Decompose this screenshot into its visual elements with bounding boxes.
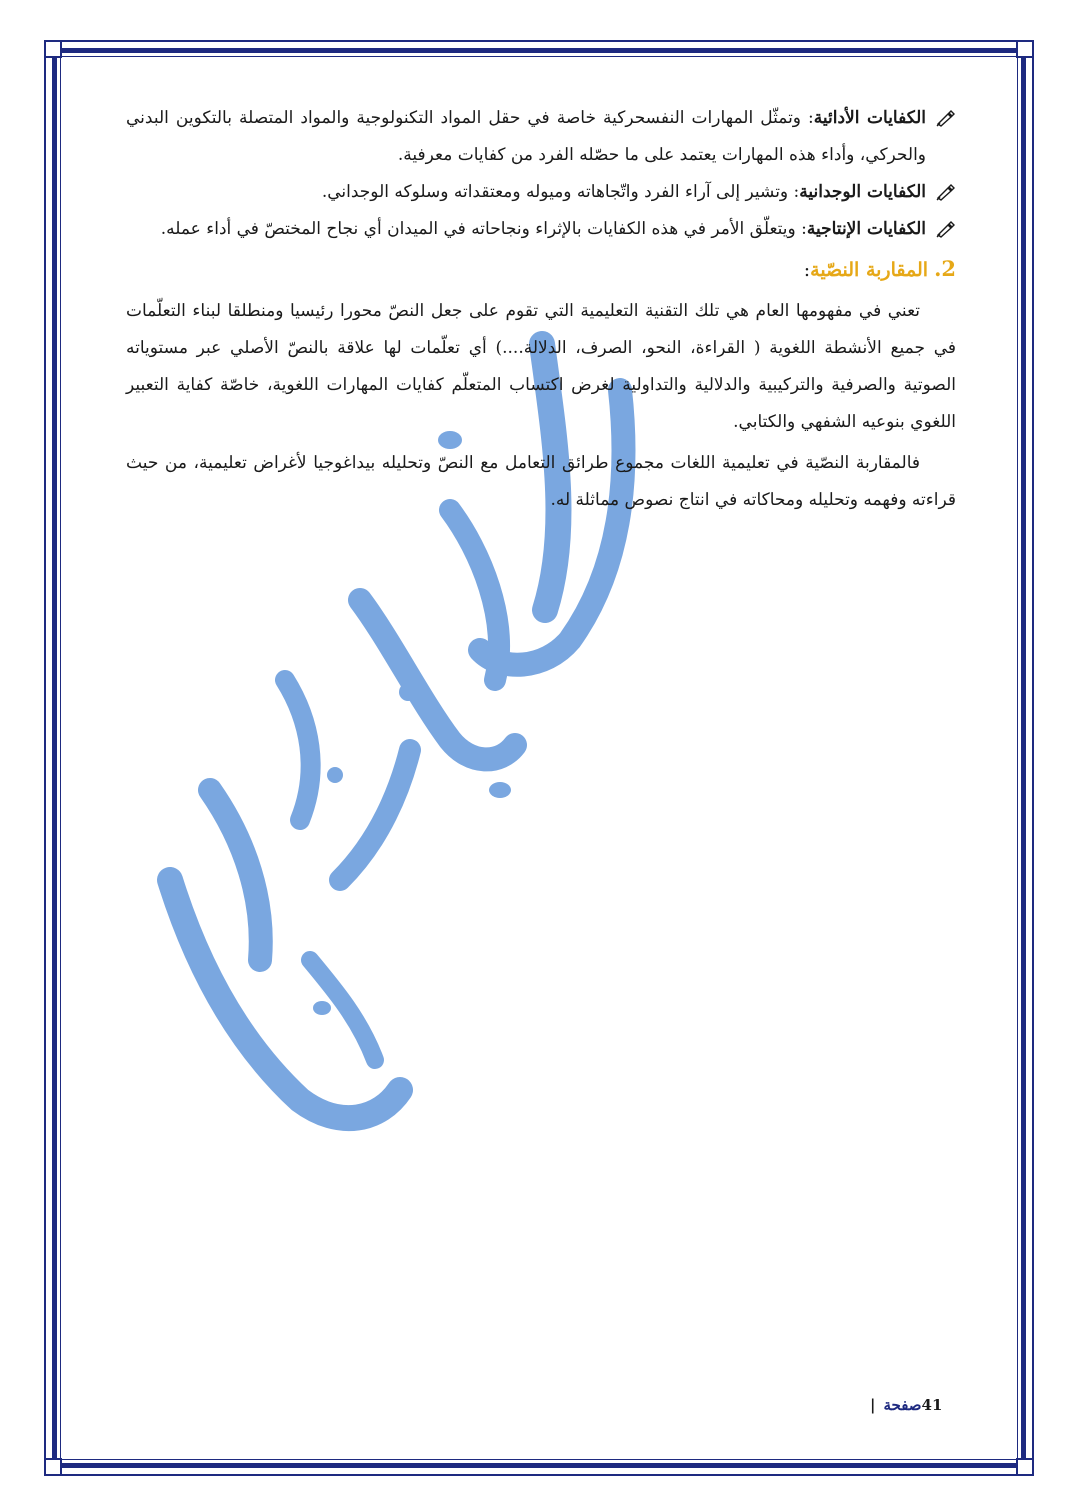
writing-hand-icon bbox=[932, 211, 956, 248]
writing-hand-icon bbox=[932, 100, 956, 137]
competency-text: : وتمثّل المهارات النفسحركية خاصة في حقل المواد التكنولوجية والمواد المتصلة بالتكوين البدني والحركي، وأداء هذه المهارات يعتمد على ما حصّله الفرد من كفايات معرفية. bbox=[126, 108, 926, 165]
competency-item bbox=[126, 100, 956, 174]
competency-text: : وتشير إلى آراء الفرد واتّجاهاته وميوله ومعتقداته وسلوكه الوجداني. bbox=[321, 182, 800, 202]
footer-separator: | bbox=[870, 1396, 876, 1414]
body-paragraph: تعني في مفهومها العام هي تلك التقنية التعليمية التي تقوم على جعل النصّ محورا رئيسيا ومنطلقا لبناء التعلّمات في جميع الأنشطة اللغوية ( القراءة، النحو، الصرف، الدلالة....) أي تعلّمات لها علاقة بالنصّ الأصلي عبر مستوياته الصوتية والصرفية والتركيبية والدلالية والتداولية لغرض اكتساب المتعلّم كفايات المهارات اللغوية، خاصّة كفاية التعبير اللغوي بنوعيه الشفهي والكتابي. bbox=[126, 301, 956, 432]
competency-item bbox=[126, 211, 956, 248]
section-heading bbox=[126, 250, 956, 289]
page-label: صفحة bbox=[883, 1396, 922, 1414]
writing-hand-icon bbox=[932, 174, 956, 211]
section-colon: : bbox=[803, 259, 811, 281]
section-number: 2. bbox=[934, 256, 956, 281]
competency-text: : ويتعلّق الأمر في هذه الكفايات بالإثراء ونجاحاته في الميدان أي نجاح المختصّ في أداء عمله. bbox=[160, 219, 807, 239]
competency-title: الكفايات الأدائية bbox=[813, 108, 927, 128]
section-title: المقاربة النصّية bbox=[810, 259, 929, 281]
page-footer bbox=[870, 1396, 942, 1414]
competency-title: الكفايات الوجدانية bbox=[799, 182, 926, 202]
body-paragraph: فالمقاربة النصّية في تعليمية اللغات مجموع طرائق التعامل مع النصّ وتحليله بيداغوجيا لأغراض تعليمية، من حيث قراءته وفهمه وتحليله ومحاكاته في انتاج نصوص مماثلة له. bbox=[126, 453, 956, 510]
page-content bbox=[126, 100, 956, 523]
competency-item bbox=[126, 174, 956, 211]
border-corner-ornament bbox=[44, 1458, 62, 1476]
border-corner-ornament bbox=[1016, 1458, 1034, 1476]
competency-title: الكفايات الإنتاجية bbox=[806, 219, 926, 239]
border-corner-ornament bbox=[1016, 40, 1034, 58]
page-number: 41 bbox=[921, 1396, 943, 1414]
border-corner-ornament bbox=[44, 40, 62, 58]
